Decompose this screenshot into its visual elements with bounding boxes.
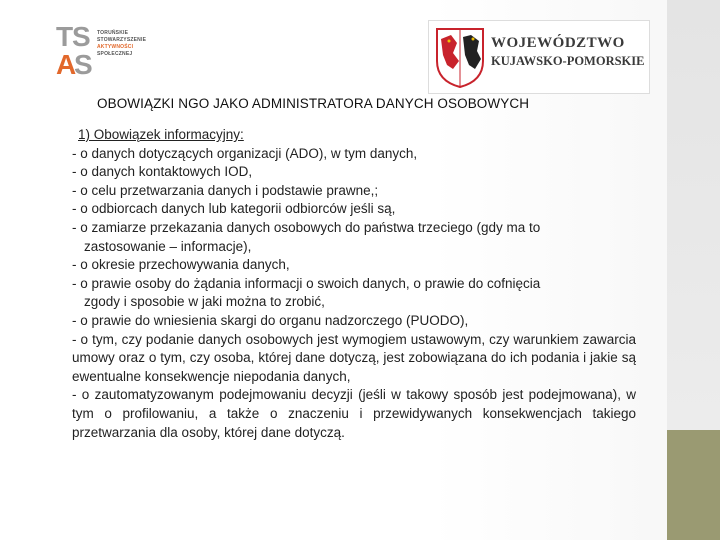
list-item-text: - o tym, czy podanie danych osobowych jest wymogiem ustawowym, czy warunkiem zawarcia umowy oraz o tym, czy osoba, której dane dotyczą, jest zobowiązana do ich podania i jakie są ewentualne konsekwencje niepodania danych, — [72, 331, 636, 384]
list-item — [72, 275, 636, 312]
list-item-text: - o okresie przechowywania danych, — [72, 257, 290, 273]
list-item-text: - o zamiarze przekazania danych osobowych do państwa trzeciego (gdy ma to — [72, 219, 541, 235]
region-name-line1: WOJEWÓDZTWO — [491, 35, 625, 51]
list-item — [72, 182, 636, 201]
list-item-text: - o prawie osoby do żądania informacji o swoich danych, o prawie do cofnięcia — [72, 275, 541, 291]
svg-text:S: S — [74, 49, 93, 80]
side-bar-accent — [667, 430, 720, 540]
side-bar-decoration — [667, 0, 720, 430]
list-item-text: - o danych dotyczących organizacji (ADO), w tym danych, — [72, 145, 418, 161]
list-item-text: - o prawie do wniesienia skargi do organu nadzorczego (PUODO), — [72, 312, 469, 328]
list-item — [72, 331, 636, 387]
list-item-text: - o odbiorcach danych lub kategorii odbiorców jeśli są, — [72, 201, 396, 217]
list-item — [72, 163, 636, 182]
list-item — [72, 256, 636, 275]
list-item — [72, 219, 636, 256]
list-item-text: - o danych kontaktowych IOD, — [72, 164, 253, 180]
list-item-continuation: zastosowanie – informacje), — [84, 238, 252, 254]
svg-text:S: S — [72, 22, 91, 52]
list-item-continuation: zgody i sposobie w jaki można to zrobić, — [84, 294, 325, 310]
region-name-line2: KUJAWSKO-POMORSKIE — [491, 54, 645, 68]
list-item — [72, 312, 636, 331]
tsas-line: AKTYWNOŚCI — [97, 44, 134, 50]
tsas-line: TORUŃSKIE — [97, 30, 129, 36]
list-item — [72, 200, 636, 219]
list-item — [72, 386, 636, 442]
svg-text:A: A — [56, 49, 77, 80]
region-name — [491, 35, 645, 69]
list-item-text: - o celu przetwarzania danych i podstawie prawne,; — [72, 182, 379, 198]
list-item — [72, 145, 636, 164]
coat-of-arms-icon — [433, 25, 487, 89]
tsas-name — [97, 30, 167, 58]
tsas-line: STOWARZYSZENIE — [97, 37, 147, 43]
svg-text:T: T — [56, 22, 74, 52]
list-item-text: - o zautomatyzowanym podejmowaniu decyzji (jeśli w takowy sposób jest podejmowana), w tym o profilowaniu, a także o znaczeniu i przewidywanych konsekwencjach takiego przetwarzania dla osoby, której dane dotyczą. — [72, 387, 636, 440]
slide-content — [72, 126, 636, 442]
slide-title: OBOWIĄZKI NGO JAKO ADMINISTRATORA DANYCH OSOBOWYCH — [97, 96, 530, 111]
tsas-line: SPOŁECZNEJ — [97, 51, 133, 57]
section-heading: 1) Obowiązek informacyjny: — [78, 127, 244, 142]
region-logo — [428, 20, 650, 94]
